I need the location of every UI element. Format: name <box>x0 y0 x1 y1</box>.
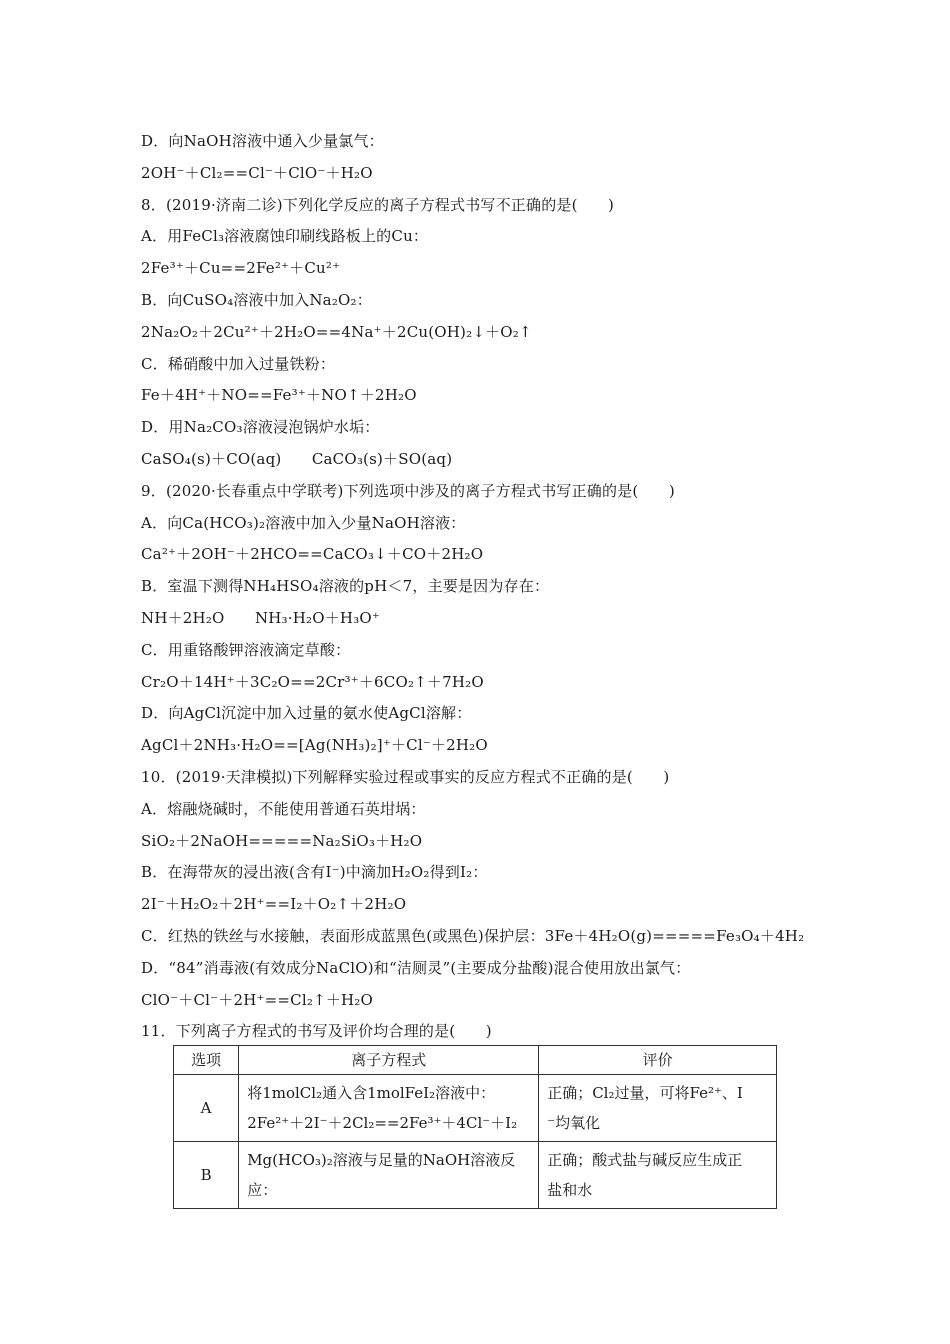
equation-text: 应： <box>247 1181 278 1199</box>
equation-line: Fe＋4H⁺＋NO==Fe³⁺＋NO↑＋2H₂O <box>141 386 417 405</box>
equation-line: 2Fe³⁺＋Cu==2Fe²⁺＋Cu²⁺ <box>141 259 341 278</box>
cell-option: B <box>174 1142 239 1209</box>
option-line: A．熔融烧碱时，不能使用普通石英坩埚： <box>141 799 426 818</box>
header-equation: 离子方程式 <box>239 1046 539 1075</box>
equation-line: 2OH⁻＋Cl₂==Cl⁻＋ClO⁻＋H₂O <box>141 163 373 182</box>
equation-line: 2Na₂O₂＋2Cu²⁺＋2H₂O==4Na⁺＋2Cu(OH)₂↓＋O₂↑ <box>141 322 532 341</box>
question-9-stem: 9．(2020·长春重点中学联考)下列选项中涉及的离子方程式书写正确的是( ) <box>141 481 675 500</box>
table-row <box>174 1075 777 1142</box>
question-11-stem: 11．下列离子方程式的书写及评价均合理的是( ) <box>141 1022 492 1041</box>
cell-evaluation <box>539 1142 777 1209</box>
evaluation-text: 正确；酸式盐与碱反应生成正 <box>547 1151 743 1169</box>
equation-text: 2Fe²⁺＋2I⁻＋2Cl₂==2Fe³⁺＋4Cl⁻＋I₂ <box>247 1114 518 1132</box>
equation-line: NH＋2H₂O NH₃·H₂O＋H₃O⁺ <box>141 608 381 627</box>
cell-equation <box>239 1142 539 1209</box>
equation-line: Cr₂O＋14H⁺＋3C₂O==2Cr³⁺＋6CO₂↑＋7H₂O <box>141 672 484 691</box>
table-row <box>174 1142 777 1209</box>
header-option: 选项 <box>174 1046 239 1075</box>
cell-evaluation <box>539 1075 777 1142</box>
option-line: B．室温下测得NH₄HSO₄溶液的pH＜7，主要是因为存在： <box>141 577 550 596</box>
header-evaluation: 评价 <box>539 1046 777 1075</box>
evaluation-text: ⁻均氧化 <box>547 1114 601 1132</box>
equation-line: SiO₂＋2NaOH=====Na₂SiO₃＋H₂O <box>141 831 423 850</box>
equation-line: ClO⁻＋Cl⁻＋2H⁺==Cl₂↑＋H₂O <box>141 990 374 1009</box>
cell-equation <box>239 1075 539 1142</box>
question-8-stem: 8．(2019·济南二诊)下列化学反应的离子方程式书写不正确的是( ) <box>141 195 615 214</box>
table-header-row <box>174 1046 777 1075</box>
option-line: C．用重铬酸钾溶液滴定草酸： <box>141 640 351 659</box>
evaluation-text: 盐和水 <box>547 1181 593 1199</box>
text-line: D．向NaOH溶液中通入少量氯气： <box>141 132 384 150</box>
option-line: D．“84”消毒液(有效成分NaClO)和“洁厕灵”(主要成分盐酸)混合使用放出氯气： <box>141 958 691 977</box>
option-line: B．向CuSO₄溶液中加入Na₂O₂： <box>141 290 372 309</box>
question-text <box>141 126 841 1048</box>
cell-option: A <box>174 1075 239 1142</box>
option-line: A．用FeCl₃溶液腐蚀印刷线路板上的Cu： <box>141 227 429 246</box>
option-line: B．在海带灰的浸出液(含有I⁻)中滴加H₂O₂得到I₂： <box>141 863 488 882</box>
option-line: C．红热的铁丝与水接触，表面形成蓝黑色(或黑色)保护层：3Fe＋4H₂O(g)=====Fe₃O₄＋4H₂ <box>141 926 805 945</box>
option-line: C．稀硝酸中加入过量铁粉： <box>141 354 336 373</box>
equation-line: CaSO₄(s)＋CO(aq) CaCO₃(s)＋SO(aq) <box>141 449 453 468</box>
option-line: D．向AgCl沉淀中加入过量的氨水使AgCl溶解： <box>141 704 472 723</box>
question-10-stem: 10．(2019·天津模拟)下列解释实验过程或事实的反应方程式不正确的是( ) <box>141 767 670 786</box>
equation-line: AgCl＋2NH₃·H₂O==[Ag(NH₃)₂]⁺＋Cl⁻＋2H₂O <box>141 736 488 755</box>
equation-text: Mg(HCO₃)₂溶液与足量的NaOH溶液反 <box>247 1151 516 1169</box>
option-line: D．用Na₂CO₃溶液浸泡锅炉水垢： <box>141 418 380 437</box>
evaluation-text: 正确；Cl₂过量，可将Fe²⁺、I <box>547 1084 743 1102</box>
evaluation-table <box>173 1045 777 1209</box>
equation-line: 2I⁻＋H₂O₂＋2H⁺==I₂＋O₂↑＋2H₂O <box>141 895 407 914</box>
equation-line: Ca²⁺＋2OH⁻＋2HCO==CaCO₃↓＋CO＋2H₂O <box>141 545 484 564</box>
equation-text: 将1molCl₂通入含1molFeI₂溶液中： <box>247 1084 496 1102</box>
option-line: A．向Ca(HCO₃)₂溶液中加入少量NaOH溶液： <box>141 513 466 532</box>
